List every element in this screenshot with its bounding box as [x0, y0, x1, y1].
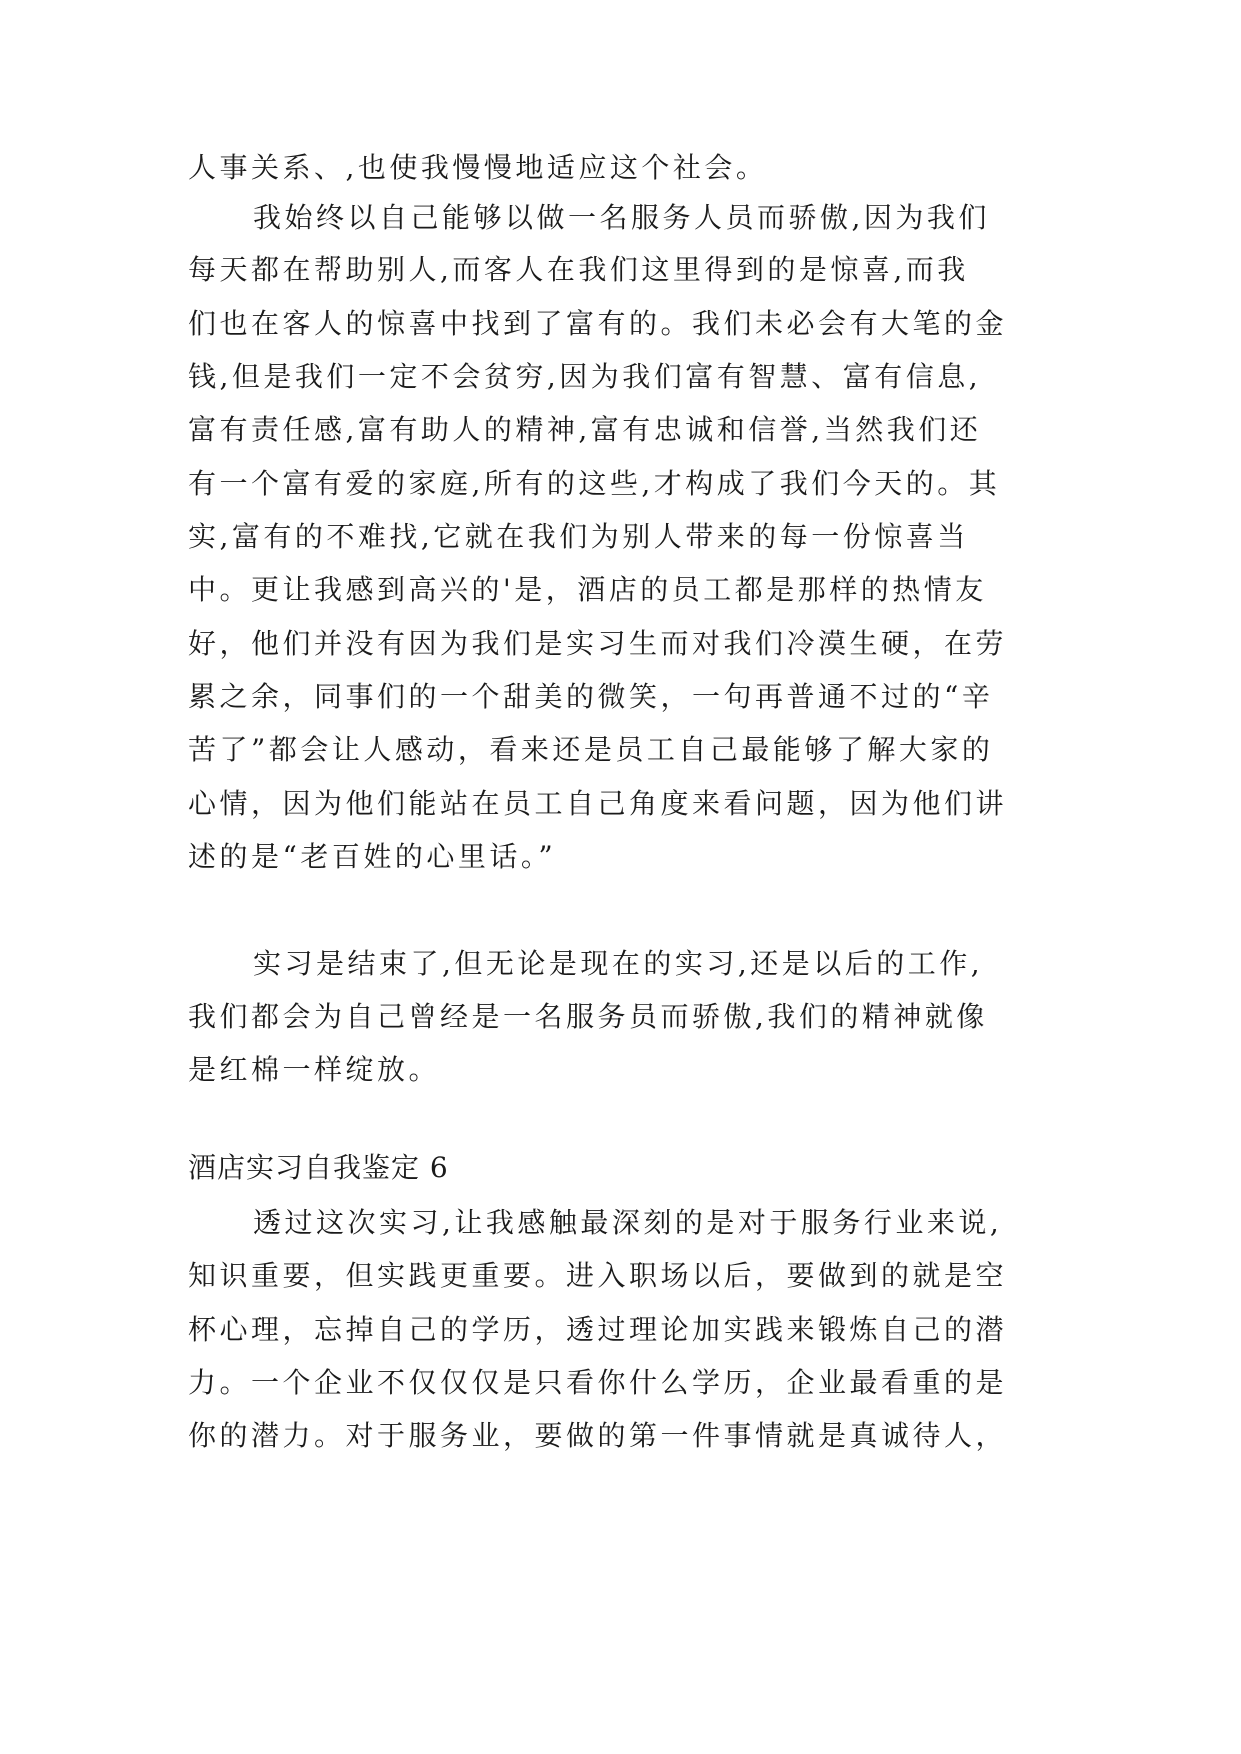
text-line: 知识重要，但实践更重要。进入职场以后，要做到的就是空 [188, 1259, 1008, 1292]
text-line: 中。更让我感到高兴的'是，酒店的员工都是那样的热情友 [188, 573, 987, 606]
text-line: 杯心理，忘掉自己的学历，透过理论加实践来锻炼自己的潜 [188, 1313, 1008, 1346]
text-line [188, 880, 1052, 940]
text-line: 们也在客人的惊喜中找到了富有的。我们未必会有大笔的金 [188, 307, 1008, 340]
text-line: 有一个富有爱的家庭,所有的这些,才构成了我们今天的。其 [188, 467, 1001, 500]
text-line: 你的潜力。对于服务业，要做的第一件事情就是真诚待人， [188, 1419, 1008, 1452]
paragraph-first-line: 实习是结束了,但无论是现在的实习,还是以后的工作, [253, 947, 984, 980]
section-heading: 酒店实习自我鉴定 6 [188, 1151, 449, 1184]
text-line: 每天都在帮助别人,而客人在我们这里得到的是惊喜,而我 [188, 253, 969, 286]
text-line: 我们都会为自己曾经是一名服务员而骄傲,我们的精神就像 [188, 1000, 988, 1033]
text-line: 实,富有的不难找,它就在我们为别人带来的每一份惊喜当 [188, 520, 969, 553]
text-line: 心情，因为他们能站在员工自己角度来看问题，因为他们讲 [188, 787, 1008, 820]
text-line: 力。一个企业不仅仅仅是只看你什么学历，企业最看重的是 [188, 1366, 1008, 1399]
text-line: 累之余，同事们的一个甜美的微笑，一句再普通不过的“辛 [188, 680, 994, 713]
text-line: 钱,但是我们一定不会贫穷,因为我们富有智慧、富有信息, [188, 360, 982, 393]
paragraph-first-line: 我始终以自己能够以做一名服务人员而骄傲,因为我们 [253, 201, 990, 234]
text-line: 人事关系、,也使我慢慢地适应这个社会。 [188, 151, 768, 184]
text-line: 好，他们并没有因为我们是实习生而对我们冷漠生硬，在劳 [188, 627, 1008, 660]
text-line: 述的是“老百姓的心里话。” [188, 840, 557, 873]
paragraph-first-line: 透过这次实习,让我感触最深刻的是对于服务行业来说, [253, 1206, 1003, 1239]
text-line: 是红棉一样绽放。 [188, 1053, 441, 1086]
text-line: 富有责任感,富有助人的精神,富有忠诚和信誉,当然我们还 [188, 413, 982, 446]
text-line: 苦了”都会让人感动，看来还是员工自己最能够了解大家的 [188, 733, 994, 766]
